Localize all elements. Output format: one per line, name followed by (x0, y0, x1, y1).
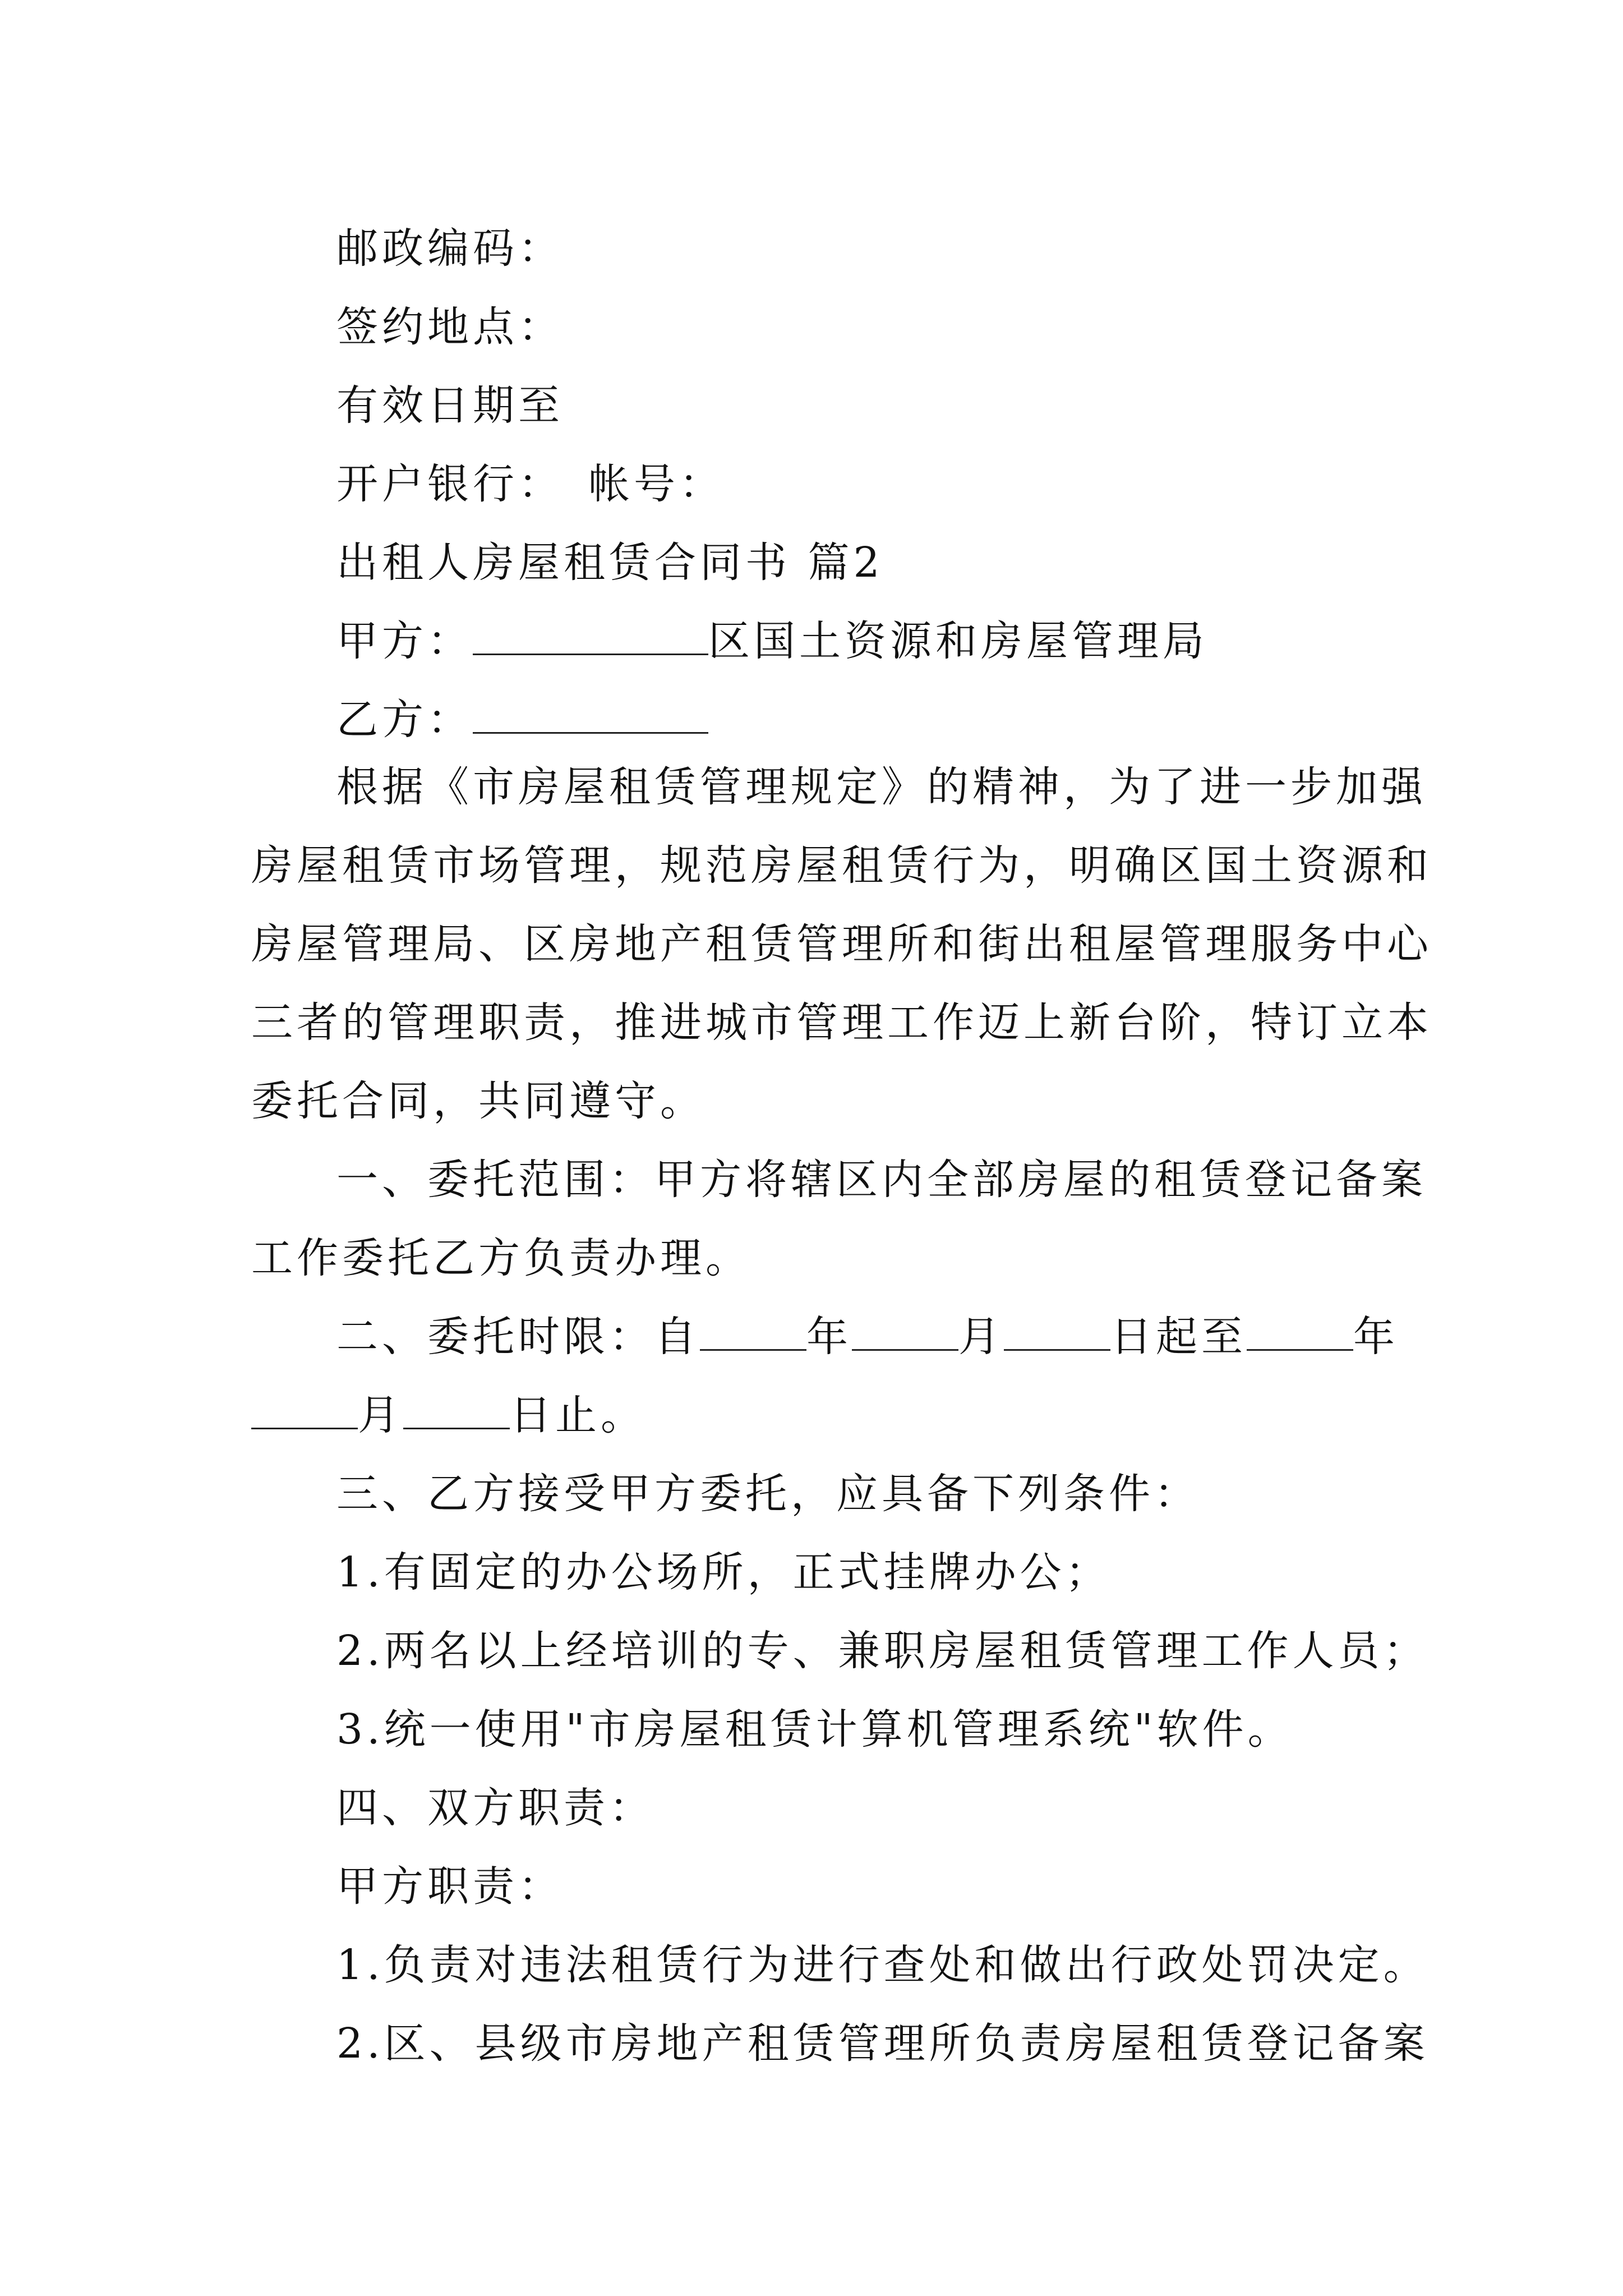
list-item: 2.区、县级市房地产租赁管理所负责房屋租赁登记备案 (336, 2019, 1429, 2068)
party-b-blank (473, 698, 708, 734)
list-item: 1.负责对违法租赁行为进行查处和做出行政处罚决定。 (336, 1941, 1429, 1989)
postal-code-line: 邮政编码： (336, 224, 564, 273)
end-month-blank (251, 1394, 358, 1429)
signing-place-line: 签约地点： (336, 303, 564, 351)
term-line (336, 1306, 1399, 1368)
clause-line: 一、委托范围：甲方将辖区内全部房屋的租赁登记备案 (336, 1156, 1427, 1204)
month-blank (852, 1315, 958, 1351)
end-year-label: 年 (1353, 1313, 1399, 1361)
paragraph-line: 房屋管理局、区房地产租赁管理所和街出租屋管理服务中心 (251, 920, 1432, 968)
year-blank (700, 1315, 806, 1351)
clause-line: 四、双方职责： (336, 1784, 654, 1832)
end-year-blank (1247, 1315, 1353, 1351)
start-label: 日起至 (1110, 1313, 1247, 1361)
party-b-line (336, 689, 708, 751)
day-blank (1004, 1315, 1110, 1351)
paragraph-line: 委托合同，共同遵守。 (251, 1077, 706, 1125)
section-title: 出租人房屋租赁合同书 篇2 (336, 539, 884, 587)
party-a-blank (473, 620, 708, 655)
list-item: 3.统一使用"市房屋租赁计算机管理系统"软件。 (336, 1705, 1293, 1754)
list-item: 1.有固定的办公场所，正式挂牌办公； (336, 1548, 1111, 1596)
clause-line: 三、乙方接受甲方委托，应具备下列条件： (336, 1470, 1200, 1518)
list-item: 2.两名以上经培训的专、兼职房屋租赁管理工作人员； (336, 1627, 1429, 1675)
party-a-name: 区国土资源和房屋管理局 (708, 617, 1208, 665)
subheading: 甲方职责： (336, 1862, 564, 1911)
party-a-label: 甲方： (336, 617, 473, 665)
year-label: 年 (806, 1313, 852, 1361)
paragraph-line: 房屋租赁市场管理，规范房屋租赁行为，明确区国土资源和 (251, 841, 1432, 890)
month-label: 月 (958, 1313, 1004, 1361)
term-line-continued (251, 1384, 646, 1446)
bank-account-line: 开户银行： 帐号： (336, 460, 725, 508)
term-label: 二、委托时限：自 (336, 1313, 700, 1361)
end-day-blank (403, 1394, 510, 1429)
paragraph-line: 根据《市房屋租赁管理规定》的精神，为了进一步加强 (336, 763, 1427, 811)
end-month-label: 月 (358, 1391, 403, 1439)
end-label: 日止。 (510, 1391, 646, 1439)
valid-until-line: 有效日期至 (336, 381, 564, 430)
party-b-label: 乙方： (336, 696, 473, 744)
paragraph-line: 三者的管理职责，推进城市管理工作迈上新台阶，特订立本 (251, 999, 1432, 1047)
party-a-line (336, 610, 1208, 672)
clause-line: 工作委托乙方负责办理。 (251, 1234, 751, 1282)
